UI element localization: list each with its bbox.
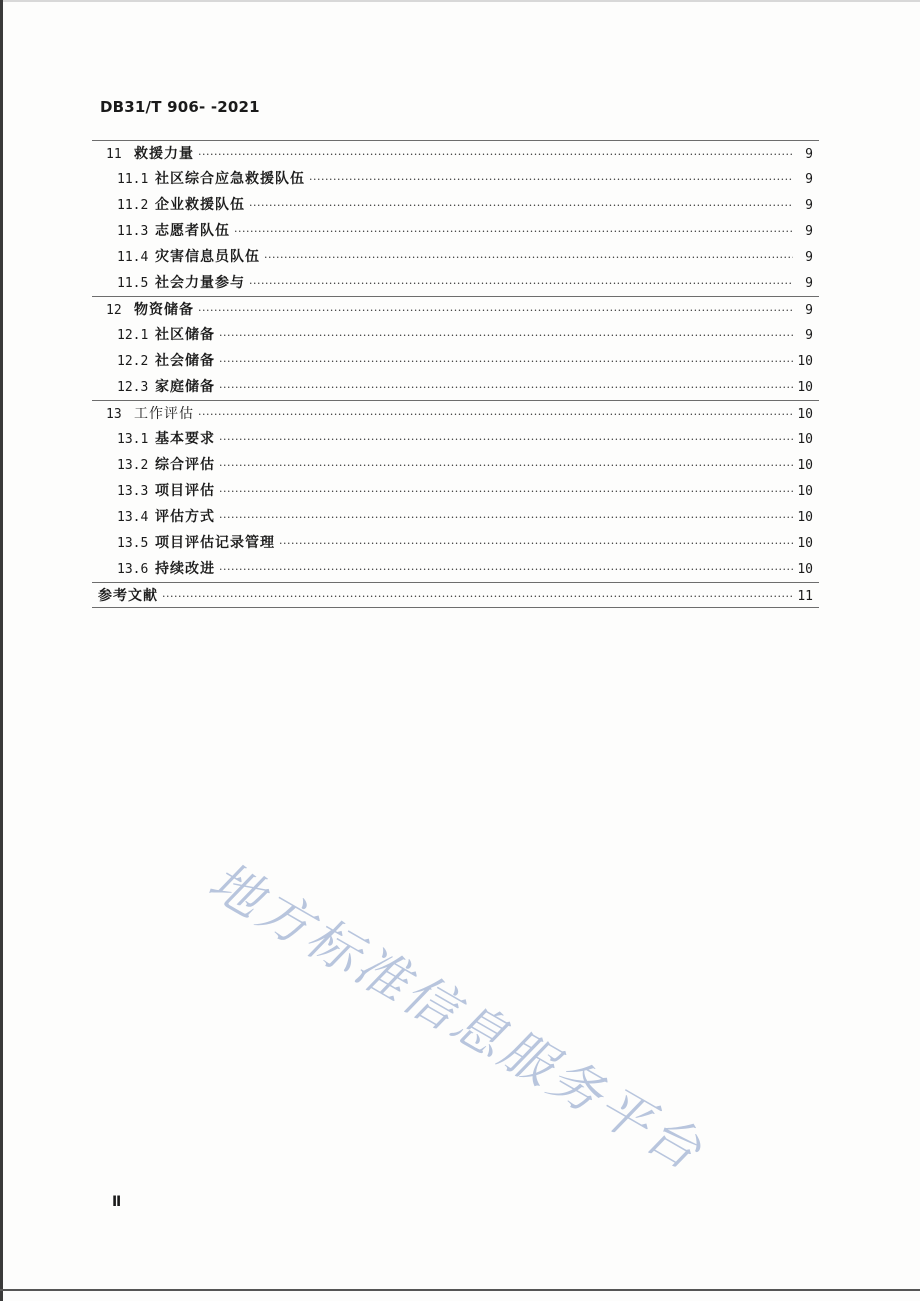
toc-entry[interactable] [92,348,819,374]
toc-entry-page: 9 [805,172,813,187]
toc-entry[interactable] [92,556,819,582]
page-bottom-edge [0,1289,920,1291]
toc-entry-page: 9 [805,250,813,265]
toc-entry[interactable] [92,322,819,348]
toc-entry-title: 持续改进 [155,561,215,577]
toc-entry[interactable] [92,140,819,166]
toc-entry-number: 13.2 [117,458,149,473]
toc-entry-title: 评估方式 [155,509,215,525]
toc-entry-page: 10 [797,380,813,395]
toc-entry[interactable] [92,270,819,296]
toc-entry-number: 12.1 [117,328,149,343]
toc-entry-page: 10 [797,458,813,473]
page-number: Ⅱ [112,1194,122,1210]
toc-entry-page: 9 [805,198,813,213]
toc-dot-leader [219,375,793,401]
toc-dot-leader [162,584,793,610]
toc-entry-number: 12.3 [117,380,149,395]
toc-entry-page: 11 [797,589,813,604]
toc-entry[interactable] [92,452,819,478]
toc-entry-title: 项目评估记录管理 [155,535,275,551]
toc-dot-leader [219,557,793,583]
toc-dot-leader [234,219,793,245]
toc-entry-title: 家庭储备 [155,379,215,395]
table-of-contents [92,140,819,608]
toc-entry[interactable] [92,296,819,322]
toc-entry-title: 灾害信息员队伍 [155,249,260,265]
toc-entry-title: 项目评估 [155,483,215,499]
toc-dot-leader [219,427,793,453]
toc-entry-number: 11.3 [117,224,149,239]
page-left-edge [0,0,3,1301]
toc-dot-leader [249,193,793,219]
toc-entry-number: 13.1 [117,432,149,447]
toc-entry-title: 志愿者队伍 [155,223,230,239]
toc-entry-page: 10 [797,354,813,369]
toc-dot-leader [198,142,793,168]
toc-entry[interactable] [92,478,819,504]
toc-entry-title: 救援力量 [134,146,194,162]
toc-entry-number: 13.5 [117,536,149,551]
document-code: DB31/T 906- -2021 [100,98,260,116]
toc-entry-page: 10 [797,484,813,499]
toc-entry-page: 9 [805,328,813,343]
toc-entry-title: 综合评估 [155,457,215,473]
toc-dot-leader [249,271,793,297]
toc-entry-page: 9 [805,147,813,162]
toc-entry-page: 10 [797,407,813,422]
toc-entry-number: 13.3 [117,484,149,499]
toc-entry-number: 12 [106,303,122,318]
toc-dot-leader [198,402,793,428]
watermark-text: 地方标准信息服务平台 [198,851,714,1184]
toc-entry[interactable] [92,192,819,218]
toc-entry-title: 社区综合应急救援队伍 [155,171,305,187]
toc-entry-number: 13.4 [117,510,149,525]
toc-entry-page: 10 [797,432,813,447]
toc-entry-title: 社会储备 [155,353,215,369]
toc-entry-page: 9 [805,303,813,318]
toc-entry[interactable] [92,426,819,452]
toc-entry[interactable] [92,504,819,530]
toc-entry-number: 11.4 [117,250,149,265]
toc-dot-leader [219,505,793,531]
toc-dot-leader [309,167,793,193]
toc-entry-title: 企业救援队伍 [155,197,245,213]
toc-entry[interactable] [92,166,819,192]
toc-dot-leader [264,245,793,271]
toc-entry-number: 13.6 [117,562,149,577]
toc-entry-number: 11.5 [117,276,149,291]
page-top-edge [0,0,920,2]
toc-entry[interactable] [92,218,819,244]
toc-entry[interactable] [92,582,819,608]
toc-entry-title: 基本要求 [155,431,215,447]
toc-dot-leader [279,531,793,557]
toc-entry-page: 10 [797,536,813,551]
toc-entry-title: 参考文献 [98,588,158,604]
toc-entry-number: 11 [106,147,122,162]
toc-entry-title: 社区储备 [155,327,215,343]
toc-dot-leader [219,453,793,479]
toc-entry-title: 工作评估 [134,406,194,422]
toc-entry-number: 11.2 [117,198,149,213]
toc-dot-leader [198,298,793,324]
toc-dot-leader [219,323,793,349]
toc-entry-number: 12.2 [117,354,149,369]
toc-entry-page: 9 [805,224,813,239]
toc-dot-leader [219,349,793,375]
toc-entry-number: 13 [106,407,122,422]
toc-entry-number: 11.1 [117,172,149,187]
toc-entry[interactable] [92,530,819,556]
toc-entry[interactable] [92,400,819,426]
toc-entry[interactable] [92,374,819,400]
toc-entry-title: 社会力量参与 [155,275,245,291]
toc-dot-leader [219,479,793,505]
toc-entry-page: 10 [797,562,813,577]
toc-entry-page: 10 [797,510,813,525]
toc-entry[interactable] [92,244,819,270]
toc-entry-title: 物资储备 [134,302,194,318]
toc-entry-page: 9 [805,276,813,291]
